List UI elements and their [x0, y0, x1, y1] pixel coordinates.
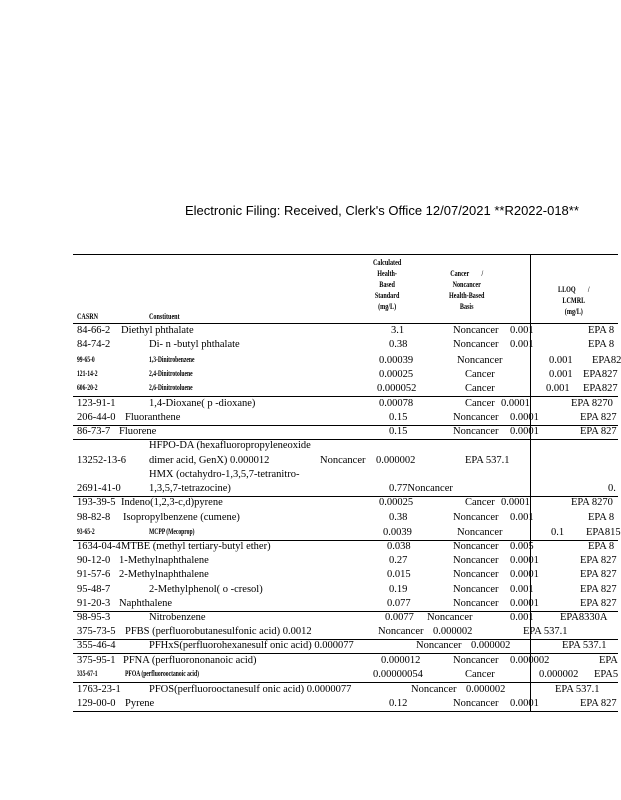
- col-header-lloq: LLOQ / LCMRL (mg/L): [558, 284, 590, 316]
- table-top-rule: [73, 254, 618, 255]
- table-bottom-rule: [73, 711, 618, 712]
- col-header-standard: Calculated Health- Based Standard (mg/L): [373, 257, 402, 311]
- hfpo-basis: Noncancer: [320, 455, 366, 466]
- hfpo-casrn: 13252-13-6: [77, 455, 126, 466]
- hfpo-value: 0.000002: [376, 455, 416, 466]
- hfpo-name-line1: HFPO-DA (hexafluoropropyleneoxide: [149, 440, 311, 451]
- col-header-constituent: Constituent: [149, 311, 180, 321]
- row-rule: [73, 396, 618, 397]
- row-rule: [73, 653, 618, 654]
- col-header-casrn: CASRN: [77, 311, 99, 321]
- filing-header: Electronic Filing: Received, Clerk's Office 12/07/2021 **R2022-018**: [185, 203, 579, 218]
- hfpo-method: EPA 537.1: [465, 455, 510, 466]
- header-rule: [73, 323, 618, 324]
- hfpo-name-line2: dimer acid, GenX) 0.000012: [149, 455, 270, 466]
- hmx-name-line1: HMX (octahydro-1,3,5,7-tetranitro-: [149, 469, 300, 480]
- col-header-basis: Cancer / Noncancer Health-Based Basis: [449, 268, 485, 311]
- row-rule: [73, 682, 618, 683]
